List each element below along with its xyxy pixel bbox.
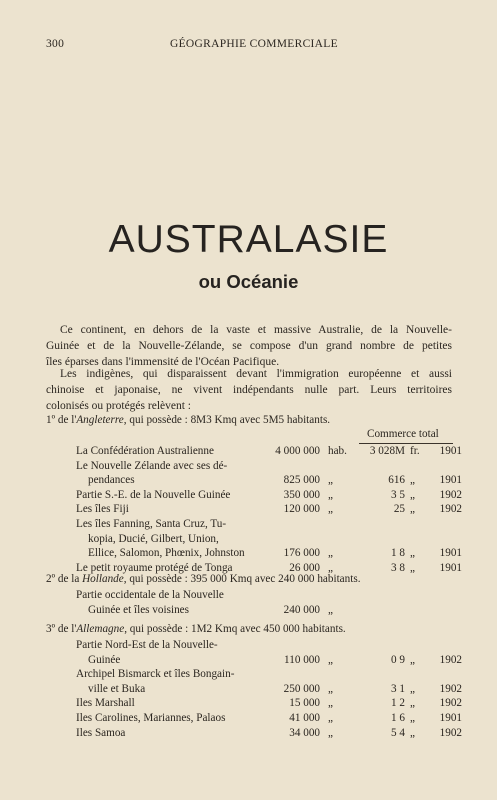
territory-name: Les îles Fiji <box>76 503 129 516</box>
population-value: 4 000 000 <box>275 445 320 457</box>
year-value: 1902 <box>439 697 462 710</box>
territory-name: Le Nouvelle Zélande avec ses dé- <box>76 459 228 472</box>
chapter-title: AUSTRALASIE <box>108 218 389 261</box>
section-heading-germany: 3º de l'Allemagne, qui possède : 1M2 Kmq avec 450 000 habitants. <box>46 623 346 635</box>
section-heading-holland: 2º de la Hollande, qui possède : 395 000 Kmq avec 240 000 habitants. <box>46 573 361 585</box>
commerce-value: 1 2 <box>391 697 405 710</box>
population-unit: „ <box>328 682 333 695</box>
population-value: 240 000 <box>283 603 320 616</box>
population-value: 250 000 <box>283 682 320 695</box>
commerce-value: 5 4 <box>391 726 405 739</box>
intro-line: colonisés ou protégés relèvent : <box>46 400 191 412</box>
population-unit: „ <box>328 653 333 666</box>
commerce-value: 1 6 <box>391 712 405 724</box>
population-value: 15 000 <box>289 697 320 710</box>
section-heading-england: 1º de l'Angleterre, qui possède : 8M3 Kmq avec 5M5 habitants. <box>46 414 331 426</box>
territory-name: ville et Buka <box>88 682 146 695</box>
population-unit: „ <box>328 603 333 616</box>
year-value: 1901 <box>439 561 462 574</box>
territory-name: Guinée <box>88 653 121 666</box>
commerce-value: 3 8 <box>391 561 405 574</box>
commerce-currency: „ <box>410 653 415 666</box>
population-value: 176 000 <box>283 547 320 560</box>
commerce-currency: „ <box>410 561 415 574</box>
population-unit: „ <box>328 503 333 516</box>
population-value: 350 000 <box>283 488 320 501</box>
population-value: 120 000 <box>283 503 320 516</box>
population-unit: „ <box>328 474 333 487</box>
intro-line: Les indigènes, qui disparaissent devant l'immigration européenne et aussi <box>60 368 452 380</box>
commerce-column-header: Commerce total <box>367 428 439 440</box>
population-unit: „ <box>328 547 333 560</box>
commerce-currency: fr. <box>410 445 420 457</box>
territory-name: Les îles Fanning, Santa Cruz, Tu- <box>76 518 227 530</box>
commerce-currency: „ <box>410 682 415 695</box>
territory-name: pendances <box>88 474 135 487</box>
territory-name: Archipel Bismarck et îles Bongain- <box>76 668 235 681</box>
territory-name: kopia, Ducié, Gilbert, Union, <box>88 532 219 545</box>
population-unit: „ <box>328 726 333 739</box>
year-value: 1902 <box>439 503 462 516</box>
territory-name: Ellice, Salomon, Phœnix, Johnston <box>88 547 245 560</box>
commerce-value: 616 <box>388 474 405 487</box>
year-value: 1902 <box>439 653 462 666</box>
population-value: 110 000 <box>284 653 320 666</box>
population-value: 34 000 <box>289 726 320 739</box>
commerce-currency: „ <box>410 547 415 560</box>
territory-name: Partie occidentale de la Nouvelle <box>76 589 224 601</box>
territory-name: Iles Carolines, Mariannes, Palaos <box>76 712 226 724</box>
territory-name: La Confédération Australienne <box>76 445 214 457</box>
population-value: 825 000 <box>283 474 320 487</box>
commerce-value: 3 028M <box>369 445 405 457</box>
commerce-value: 25 <box>393 503 405 516</box>
header-rule <box>359 443 453 444</box>
territory-name: Le petit royaume protégé de Tonga <box>76 561 233 574</box>
year-value: 1901 <box>439 547 462 560</box>
chapter-subtitle: ou Océanie <box>198 271 299 292</box>
intro-paragraph-2 <box>46 366 452 414</box>
population-value: 41 000 <box>289 712 320 724</box>
year-value: 1901 <box>439 474 462 487</box>
intro-line: Ce continent, en dehors de la vaste et massive Australie, de la Nouvelle- <box>60 324 452 336</box>
population-unit: „ <box>328 712 333 724</box>
year-value: 1901 <box>439 445 462 457</box>
territory-name: Iles Samoa <box>76 726 126 739</box>
territory-name: Iles Marshall <box>76 697 135 710</box>
commerce-currency: „ <box>410 474 415 487</box>
country-name: Hollande <box>82 573 124 585</box>
country-name: Angleterre <box>76 414 124 426</box>
year-value: 1902 <box>439 488 462 501</box>
commerce-currency: „ <box>410 697 415 710</box>
year-value: 1901 <box>439 712 462 724</box>
commerce-currency: „ <box>410 503 415 516</box>
commerce-currency: „ <box>410 488 415 501</box>
intro-line: îles éparses dans l'immensité de l'Océan Pacifique. <box>46 356 280 368</box>
territory-name: Partie S.-E. de la Nouvelle Guinée <box>76 488 231 501</box>
population-unit: „ <box>328 488 333 501</box>
population-unit: „ <box>328 697 333 710</box>
commerce-value: 1 8 <box>391 547 405 560</box>
population-unit: „ <box>328 561 333 574</box>
territory-name: Guinée et îles voisines <box>88 603 189 616</box>
year-value: 1902 <box>439 726 462 739</box>
commerce-value: 3 1 <box>391 682 405 695</box>
intro-line: Guinée et de la Nouvelle-Zélande, se compose d'un grand nombre de petites <box>46 340 452 352</box>
commerce-currency: „ <box>410 726 415 739</box>
intro-paragraph-1 <box>46 322 452 370</box>
country-name: Allemagne <box>76 623 125 635</box>
year-value: 1902 <box>439 682 462 695</box>
commerce-value: 3 5 <box>391 488 405 501</box>
commerce-value: 0 9 <box>391 653 405 666</box>
territory-name: Partie Nord-Est de la Nouvelle- <box>76 639 218 651</box>
commerce-currency: „ <box>410 712 415 724</box>
population-value: 26 000 <box>289 561 320 574</box>
population-unit: hab. <box>328 445 347 457</box>
intro-line: chinoise et japonaise, ne vivent indépendants nulle part. Leurs territoires <box>46 384 452 396</box>
page-number: 300 <box>46 38 65 50</box>
running-title: GÉOGRAPHIE COMMERCIALE <box>170 38 338 50</box>
